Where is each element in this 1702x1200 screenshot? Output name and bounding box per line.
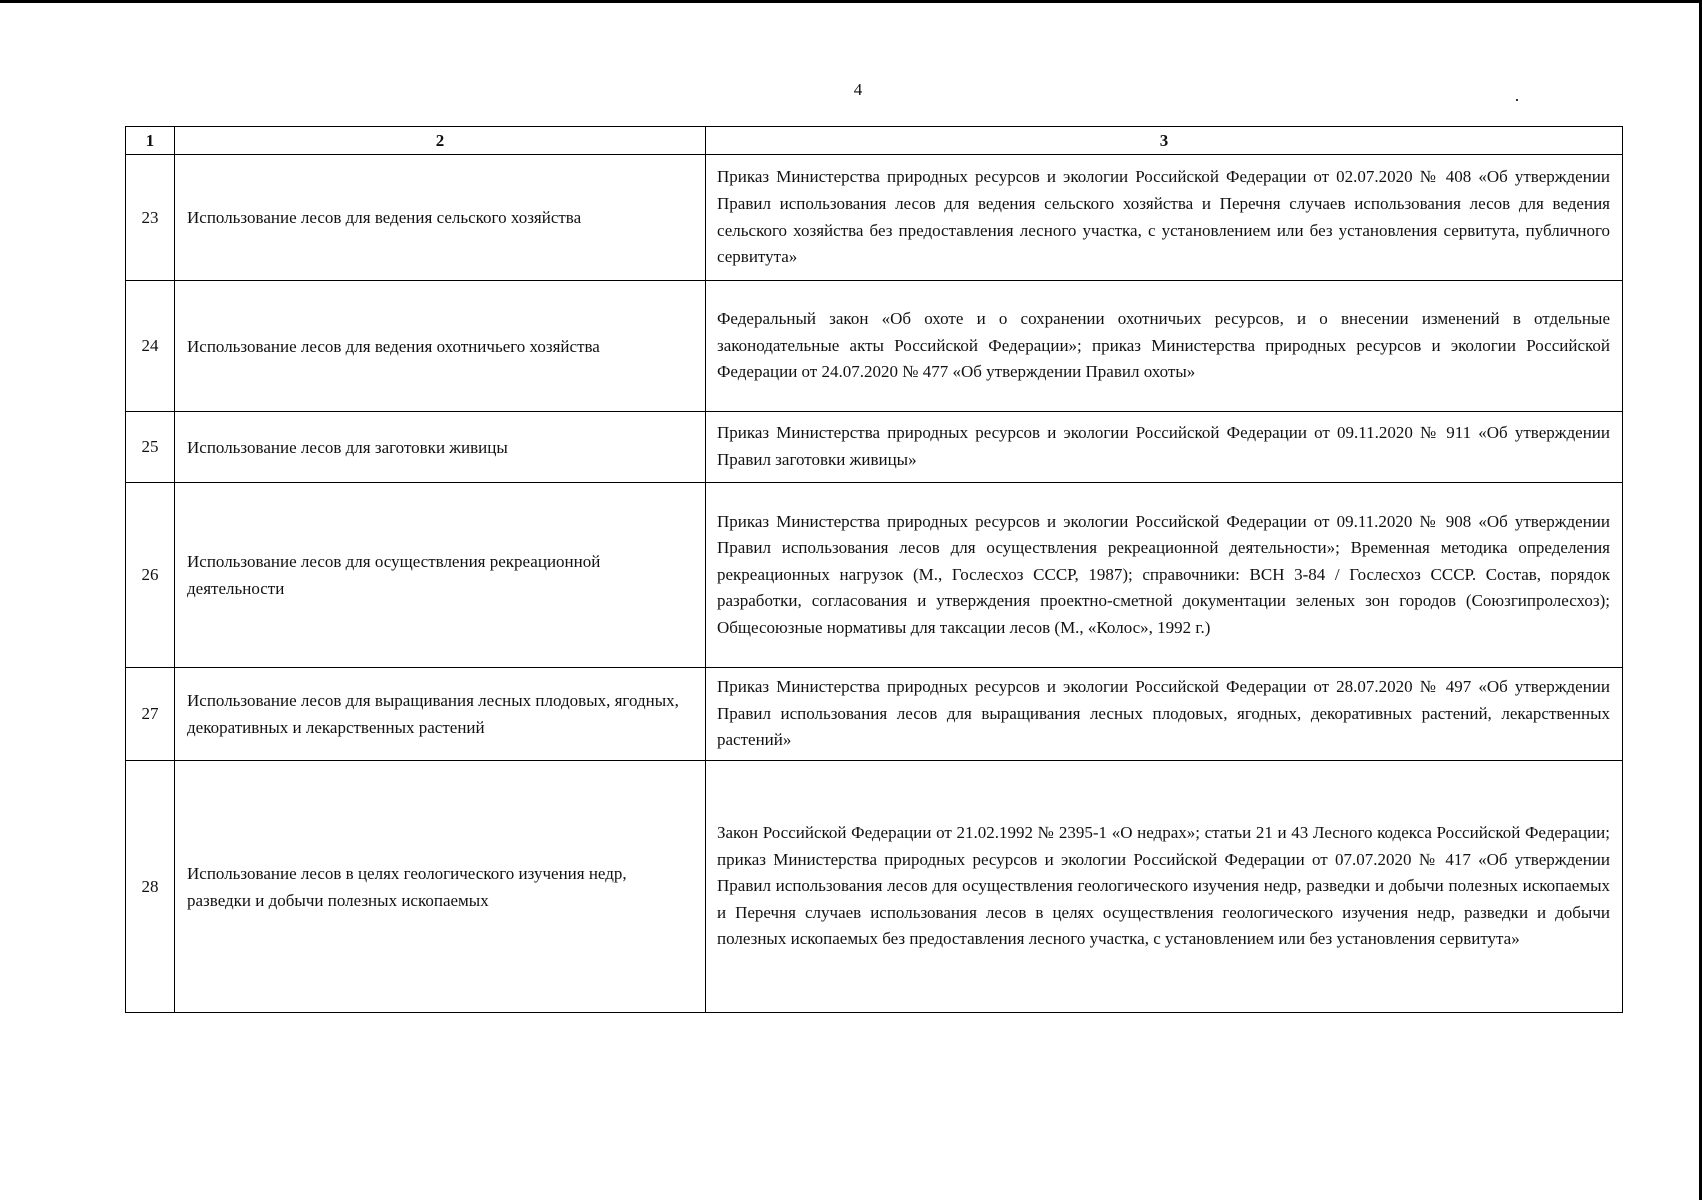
row-number: 25 bbox=[126, 412, 175, 483]
row-number: 26 bbox=[126, 483, 175, 668]
table-row bbox=[126, 668, 1623, 761]
legal-basis: Закон Российской Федерации от 21.02.1992 № 2395-1 «О недрах»; статьи 21 и 43 Лесного кодекса Российской Федерации; приказ Министерства природных ресурсов и экологии Российской Федерации от 07.07.2020 № 417 «Об утверждении Правил использования лесов для осуществления геологического изучения недр, разведки и добычи полезных ископаемых и Перечня случаев использования лесов в целях осуществления геологического изучения недр, разведки и добычи полезных ископаемых без предоставления лесного участка, с установлением или без установления сервитута» bbox=[706, 761, 1623, 1013]
legal-basis: Приказ Министерства природных ресурсов и экологии Российской Федерации от 02.07.2020 № 408 «Об утверждении Правил использования лесов для ведения сельского хозяйства и Перечня случаев использования лесов для ведения сельского хозяйства без предоставления лесного участка, с установлением или без установления сервитута, публичного сервитута» bbox=[706, 155, 1623, 281]
table-row bbox=[126, 155, 1623, 281]
forest-use-type: Использование лесов для осуществления рекреационной деятельности bbox=[175, 483, 706, 668]
forest-use-type: Использование лесов в целях геологического изучения недр, разведки и добычи полезных ископаемых bbox=[175, 761, 706, 1013]
row-number: 27 bbox=[126, 668, 175, 761]
forest-use-type: Использование лесов для заготовки живицы bbox=[175, 412, 706, 483]
forest-use-type: Использование лесов для ведения охотничьего хозяйства bbox=[175, 281, 706, 412]
forest-use-type: Использование лесов для выращивания лесных плодовых, ягодных, декоративных и лекарственных растений bbox=[175, 668, 706, 761]
header-col-1: 1 bbox=[126, 127, 175, 155]
header-col-3: 3 bbox=[706, 127, 1623, 155]
table-row bbox=[126, 761, 1623, 1013]
legal-basis: Федеральный закон «Об охоте и о сохранении охотничьих ресурсов, и о внесении изменений в отдельные законодательные акты Российской Федерации»; приказ Министерства природных ресурсов и экологии Российской Федерации от 24.07.2020 № 477 «Об утверждении Правил охоты» bbox=[706, 281, 1623, 412]
table-row bbox=[126, 412, 1623, 483]
row-number: 23 bbox=[126, 155, 175, 281]
forest-use-type: Использование лесов для ведения сельского хозяйства bbox=[175, 155, 706, 281]
row-number: 24 bbox=[126, 281, 175, 412]
table-row bbox=[126, 281, 1623, 412]
legal-basis: Приказ Министерства природных ресурсов и экологии Российской Федерации от 28.07.2020 № 497 «Об утверждении Правил использования лесов для выращивания лесных плодовых, ягодных, декоративных растений, лекарственных растений» bbox=[706, 668, 1623, 761]
legal-basis: Приказ Министерства природных ресурсов и экологии Российской Федерации от 09.11.2020 № 911 «Об утверждении Правил заготовки живицы» bbox=[706, 412, 1623, 483]
scan-speck bbox=[1516, 99, 1518, 101]
table-row bbox=[126, 483, 1623, 668]
page-number: 4 bbox=[853, 80, 863, 99]
row-number: 28 bbox=[126, 761, 175, 1013]
header-row bbox=[126, 127, 1623, 155]
header-col-2: 2 bbox=[175, 127, 706, 155]
legal-basis: Приказ Министерства природных ресурсов и экологии Российской Федерации от 09.11.2020 № 908 «Об утверждении Правил использования лесов для осуществления рекреационной деятельности»; Временная методика определения рекреационных нагрузок (М., Гослесхоз СССР, 1987); справочники: ВСН 3-84 / Гослесхоз СССР. Состав, порядок разработки, согласования и утверждения проектно-сметной документации зеленых зон городов (Союзгипролесхоз); Общесоюзные нормативы для таксации лесов (М., «Колос», 1992 г.) bbox=[706, 483, 1623, 668]
regulation-table bbox=[125, 126, 1623, 1013]
